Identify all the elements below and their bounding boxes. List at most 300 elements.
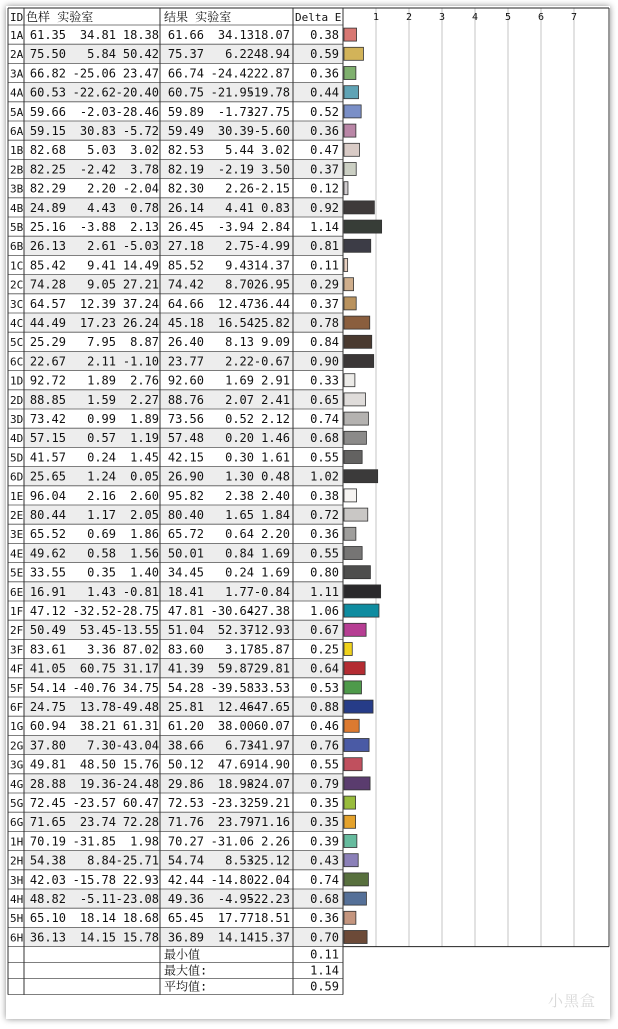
sample-lab-value: 2.76: [130, 373, 159, 388]
sample-lab-value: -23.08: [115, 892, 159, 906]
delta-e-bar: [344, 815, 356, 828]
row-id: 4H: [10, 893, 24, 906]
sample-lab-value: 8.84: [87, 853, 116, 868]
sample-lab-value: 1.43: [87, 584, 116, 599]
result-lab-value: 22.04: [253, 872, 290, 887]
result-lab-value: 26.40: [167, 335, 204, 350]
result-lab-value: 49.36: [167, 892, 204, 906]
sample-lab-value: -31.85: [72, 834, 116, 849]
result-lab-value: -24.07: [246, 776, 290, 791]
delta-e-bar: [344, 931, 367, 944]
result-lab-value: 51.04: [167, 623, 204, 638]
result-lab-value: 48.94: [253, 47, 290, 62]
row-id: 1A: [10, 29, 24, 42]
result-lab-value: 36.44: [253, 296, 290, 311]
result-lab-value: 61.66: [167, 28, 204, 42]
sample-lab-value: 25.65: [29, 469, 66, 484]
result-lab-value: 1.77: [225, 584, 254, 599]
result-lab-value: 34.45: [167, 565, 204, 580]
sample-lab-value: 18.68: [122, 911, 159, 926]
result-lab-value: 85.52: [167, 258, 204, 273]
result-lab-value: -27.38: [246, 604, 290, 618]
result-lab-value: 0.20: [225, 431, 254, 446]
sample-lab-value: -3.88: [79, 220, 116, 234]
delta-e-bar: [344, 527, 356, 540]
result-lab-value: 85.87: [253, 642, 290, 657]
delta-e-bar: [344, 86, 359, 99]
row-id: 4F: [10, 662, 24, 676]
sample-lab-value: 87.02: [122, 642, 159, 657]
result-lab-value: 0.83: [261, 200, 290, 215]
row-id: 5F: [10, 681, 24, 695]
result-lab-value: -30.64: [210, 604, 254, 618]
row-id: 4D: [10, 432, 24, 446]
result-lab-value: 3.50: [261, 162, 290, 177]
result-lab-value: 42.44: [167, 872, 204, 887]
summary-label: 最大值:: [164, 963, 208, 978]
result-lab-value: -27.75: [246, 104, 290, 119]
sample-lab-value: 3.02: [130, 143, 159, 158]
sample-lab-value: -28.46: [115, 104, 159, 119]
sample-lab-value: 1.19: [130, 431, 159, 446]
result-lab-value: 0.84: [225, 546, 254, 561]
sample-lab-value: 42.03: [29, 872, 66, 887]
result-lab-value: 59.87: [217, 661, 254, 676]
sample-lab-value: -25.06: [72, 66, 116, 81]
sample-lab-value: -40.76: [72, 680, 116, 695]
delta-e-bar: [344, 278, 354, 291]
result-lab-value: 66.74: [167, 66, 204, 81]
result-lab-value: 3.17: [225, 642, 254, 657]
result-lab-value: 22.87: [253, 66, 290, 81]
delta-e-bar: [344, 182, 348, 195]
result-lab-value: 1.46: [261, 431, 290, 446]
result-lab-value: 12.46: [217, 700, 254, 714]
row-id: 6F: [10, 701, 24, 714]
result-lab-value: -41.97: [246, 738, 290, 753]
result-lab-value: -47.65: [246, 700, 290, 714]
result-lab-value: -2.15: [253, 181, 290, 196]
sample-lab-value: 61.31: [122, 719, 159, 734]
result-lab-value: 72.53: [167, 796, 204, 810]
delta-e-value: 0.70: [310, 930, 339, 945]
delta-e-value: 1.11: [310, 584, 339, 599]
delta-e-bar: [344, 28, 357, 41]
row-id: 6E: [10, 585, 24, 599]
delta-e-value: 0.64: [310, 661, 339, 676]
delta-e-value: 0.88: [310, 700, 339, 714]
sample-lab-value: 34.75: [122, 680, 159, 695]
result-lab-value: 29.81: [253, 661, 290, 676]
result-lab-value: 92.60: [167, 373, 204, 388]
delta-e-value: 0.43: [310, 853, 339, 868]
sample-lab-value: 26.24: [122, 316, 159, 330]
row-id: 3B: [10, 182, 24, 196]
sample-lab-value: -25.71: [115, 853, 159, 868]
sample-lab-value: -13.55: [115, 623, 159, 638]
sample-lab-value: 5.03: [87, 143, 116, 158]
sample-lab-value: 4.43: [87, 200, 116, 215]
sample-lab-value: 54.14: [29, 680, 66, 695]
delta-e-bar: [344, 623, 366, 636]
delta-e-bar: [344, 105, 361, 118]
result-lab-value: 2.07: [225, 392, 254, 407]
result-lab-value: 82.30: [167, 181, 204, 196]
sample-lab-value: 15.76: [122, 757, 159, 772]
sample-lab-value: 22.93: [122, 872, 159, 887]
result-lab-value: -19.78: [246, 85, 290, 100]
axis-tick-label: 7: [570, 12, 578, 23]
sample-lab-value: 71.65: [29, 815, 66, 830]
sample-lab-value: 38.21: [79, 719, 116, 734]
result-lab-value: 15.37: [253, 930, 290, 945]
sample-lab-value: 72.28: [122, 815, 159, 830]
sample-lab-value: 54.38: [29, 853, 66, 868]
row-id: 4C: [10, 317, 24, 330]
sample-lab-value: 1.17: [87, 508, 116, 522]
delta-e-bar: [344, 374, 355, 387]
result-lab-value: 8.13: [225, 335, 254, 350]
result-lab-value: 65.45: [167, 911, 204, 926]
delta-e-value: 0.47: [310, 143, 339, 158]
sample-lab-value: -22.62: [72, 85, 116, 100]
result-lab-value: 1.69: [225, 373, 254, 388]
delta-e-value: 1.02: [310, 469, 339, 484]
row-id: 3H: [10, 873, 24, 887]
delta-e-bar: [344, 643, 352, 656]
delta-e-value: 0.36: [310, 66, 339, 81]
delta-e-bar: [344, 700, 373, 713]
delta-e-bar: [344, 739, 369, 752]
row-id: 1D: [10, 374, 24, 388]
sample-lab-value: 73.42: [29, 412, 66, 426]
axis-tick-label: 5: [504, 12, 512, 23]
result-lab-value: 41.39: [167, 661, 204, 676]
result-lab-value: 12.47: [217, 296, 254, 311]
header-id: ID: [10, 11, 24, 24]
row-id: 6B: [10, 240, 24, 254]
delta-e-value: 0.44: [310, 85, 339, 100]
delta-e-bar: [344, 431, 366, 444]
result-lab-value: 0.24: [225, 565, 254, 580]
result-lab-value: -4.95: [217, 892, 254, 906]
sample-lab-value: -5.03: [122, 239, 159, 254]
sample-lab-value: 48.50: [79, 757, 116, 772]
result-lab-value: 8.70: [225, 277, 254, 292]
result-lab-value: -21.95: [210, 85, 254, 100]
sample-lab-value: 24.89: [29, 200, 66, 215]
result-lab-value: 3.02: [261, 143, 290, 158]
delta-e-bar: [344, 758, 362, 771]
row-id: 6H: [10, 931, 24, 945]
result-lab-value: 42.15: [167, 450, 204, 465]
result-lab-value: 88.76: [167, 392, 204, 407]
delta-e-value: 0.36: [310, 124, 339, 138]
sample-lab-value: 1.98: [130, 834, 159, 849]
result-lab-value: 30.39: [217, 124, 254, 138]
delta-e-bar: [344, 508, 368, 521]
sample-lab-value: 2.61: [87, 239, 116, 254]
sample-lab-value: 65.10: [29, 911, 66, 926]
sample-lab-value: 2.20: [87, 181, 116, 196]
delta-e-bar: [344, 777, 370, 790]
sample-lab-value: 26.13: [29, 239, 66, 254]
sample-lab-value: -0.81: [122, 584, 159, 599]
row-id: 1G: [10, 720, 24, 734]
row-id: 4B: [10, 201, 24, 215]
delta-e-value: 1.14: [310, 220, 339, 234]
sample-lab-value: 15.78: [122, 930, 159, 945]
sample-lab-value: 48.82: [29, 892, 66, 906]
result-lab-value: 71.16: [253, 815, 290, 830]
delta-e-bar: [344, 873, 368, 886]
sample-lab-value: 0.35: [87, 565, 116, 580]
sample-lab-value: 49.81: [29, 757, 66, 772]
result-lab-value: 59.89: [167, 104, 204, 119]
sample-lab-value: -24.48: [115, 776, 159, 791]
sample-lab-value: 23.74: [79, 815, 116, 830]
delta-e-bar: [344, 67, 356, 80]
sample-lab-value: 30.83: [79, 124, 116, 138]
result-lab-value: 65.72: [167, 527, 204, 542]
delta-e-value: 1.06: [310, 604, 339, 618]
sample-lab-value: 23.47: [122, 66, 159, 81]
delta-e-value: 0.12: [310, 181, 339, 196]
summary-value: 0.59: [310, 979, 339, 994]
sample-lab-value: 0.58: [87, 546, 116, 561]
result-lab-value: 9.43: [225, 258, 254, 273]
delta-e-bar: [344, 143, 360, 156]
sample-lab-value: 2.05: [130, 508, 159, 522]
result-lab-value: 2.22: [225, 354, 254, 369]
sample-lab-value: -5.11: [79, 892, 116, 906]
result-lab-value: 0.48: [261, 469, 290, 484]
sample-lab-value: 5.84: [87, 47, 116, 62]
result-lab-value: 38.00: [217, 719, 254, 734]
delta-e-value: 0.39: [310, 834, 339, 849]
sample-lab-value: 9.05: [87, 277, 116, 292]
result-lab-value: 29.86: [167, 776, 204, 791]
result-lab-value: 59.21: [253, 796, 290, 810]
sample-lab-value: 65.52: [29, 527, 66, 542]
sample-lab-value: -2.03: [79, 104, 116, 119]
sample-lab-value: 12.39: [79, 296, 116, 311]
result-lab-value: 14.14: [217, 930, 254, 945]
delta-e-value: 0.92: [310, 200, 339, 215]
row-id: 5G: [10, 797, 24, 810]
delta-e-bar: [344, 835, 357, 848]
result-lab-value: 64.66: [167, 296, 204, 311]
result-lab-value: 9.09: [261, 335, 290, 350]
sample-lab-value: -2.42: [79, 162, 116, 177]
result-lab-value: 54.28: [167, 680, 204, 695]
row-id: 5B: [10, 221, 24, 234]
sample-lab-value: -2.04: [122, 181, 159, 196]
delta-e-value: 0.68: [310, 892, 339, 906]
delta-e-value: 0.11: [310, 258, 339, 273]
delta-e-bar: [344, 470, 378, 483]
row-id: 1E: [10, 489, 24, 503]
summary-value: 0.11: [310, 947, 339, 962]
delta-e-value: 0.29: [310, 277, 339, 292]
result-lab-value: 26.14: [167, 200, 204, 215]
delta-e-value: 0.65: [310, 392, 339, 407]
result-lab-value: 75.37: [167, 47, 204, 62]
delta-e-bar: [344, 566, 370, 579]
sample-lab-value: 41.05: [29, 661, 66, 676]
sample-lab-value: 64.57: [29, 296, 66, 311]
sample-lab-value: 0.57: [87, 431, 116, 446]
result-lab-value: -14.80: [210, 872, 254, 887]
result-lab-value: 60.07: [253, 719, 290, 734]
sample-lab-value: 2.60: [130, 488, 159, 503]
sample-lab-value: 83.61: [29, 642, 66, 657]
result-lab-value: 1.69: [261, 546, 290, 561]
result-lab-value: 0.52: [225, 412, 254, 426]
result-lab-value: 18.51: [253, 911, 290, 926]
result-lab-value: 1.65: [225, 508, 254, 522]
result-lab-value: 34.13: [217, 28, 254, 42]
result-lab-value: 59.49: [167, 124, 204, 138]
sample-lab-value: 17.23: [79, 316, 116, 330]
sample-lab-value: 37.24: [122, 296, 159, 311]
delta-e-bar: [344, 220, 382, 233]
sample-lab-value: 72.45: [29, 796, 66, 810]
sample-lab-value: 3.78: [130, 162, 159, 177]
delta-e-bar: [344, 335, 372, 348]
delta-e-bar: [344, 47, 363, 60]
result-lab-value: 23.77: [167, 354, 204, 369]
delta-e-bar: [344, 547, 362, 560]
row-id: 2B: [10, 163, 24, 177]
delta-e-bar: [344, 585, 381, 598]
result-lab-value: 14.37: [253, 258, 290, 273]
sample-lab-value: 47.12: [29, 604, 66, 618]
result-lab-value: 17.77: [217, 911, 254, 926]
row-id: 5A: [10, 105, 24, 119]
sample-lab-value: 37.80: [29, 738, 66, 753]
sample-lab-value: 0.69: [87, 527, 116, 542]
axis-tick-label: 4: [471, 12, 479, 23]
summary-label: 最小值: [164, 947, 201, 962]
row-id: 3F: [10, 643, 24, 657]
delta-e-bar: [344, 796, 356, 809]
result-lab-value: -25.12: [246, 853, 290, 868]
sample-lab-value: 1.45: [130, 450, 159, 465]
sample-lab-value: 82.29: [29, 181, 66, 196]
axis-tick-label: 6: [537, 12, 545, 23]
row-id: 6D: [10, 470, 24, 484]
sample-lab-value: -49.48: [115, 700, 159, 714]
result-lab-value: 1.84: [261, 508, 290, 522]
result-lab-value: 73.56: [167, 412, 204, 426]
sample-lab-value: 66.82: [29, 66, 66, 81]
delta-e-value: 0.52: [310, 104, 339, 119]
sample-lab-value: -1.10: [122, 354, 159, 369]
row-id: 4G: [10, 777, 24, 791]
sample-lab-value: 60.94: [29, 719, 66, 734]
axis-tick-label: 3: [438, 12, 446, 23]
sample-lab-value: 74.28: [29, 277, 66, 292]
delta-e-bar: [344, 854, 358, 867]
result-lab-value: 71.76: [167, 815, 204, 830]
row-id: 2C: [10, 278, 24, 292]
delta-e-bar: [344, 239, 371, 252]
sample-lab-value: 0.78: [130, 200, 159, 215]
result-lab-value: -5.60: [253, 124, 290, 138]
result-lab-value: 1.61: [261, 450, 290, 465]
delta-e-value: 0.84: [310, 335, 339, 350]
result-lab-value: -39.58: [210, 680, 254, 695]
row-id: 6G: [10, 816, 24, 830]
delta-e-value: 0.74: [310, 412, 339, 426]
sample-lab-value: 80.44: [29, 508, 66, 522]
sample-lab-value: 1.24: [87, 469, 116, 484]
row-id: 5E: [10, 566, 24, 580]
result-lab-value: 18.98: [217, 776, 254, 791]
row-id: 5C: [10, 336, 24, 350]
result-lab-value: 18.41: [167, 584, 204, 599]
result-lab-value: -4.99: [253, 239, 290, 254]
sample-lab-value: 14.15: [79, 930, 116, 945]
result-lab-value: 2.20: [261, 527, 290, 542]
result-lab-value: 5.44: [225, 143, 254, 158]
sample-lab-value: 3.36: [87, 642, 116, 657]
summary-value: 1.14: [310, 963, 339, 978]
sample-lab-value: 1.59: [87, 392, 116, 407]
sample-lab-value: 36.13: [29, 930, 66, 945]
row-id: 2H: [10, 854, 24, 868]
delta-e-value: 0.55: [310, 450, 339, 465]
result-lab-value: -2.19: [217, 162, 254, 177]
result-lab-value: 1.69: [261, 565, 290, 580]
result-lab-value: 95.82: [167, 488, 204, 503]
sample-lab-value: 14.49: [122, 258, 159, 273]
sample-lab-value: -32.52: [72, 604, 116, 618]
result-lab-value: 26.95: [253, 277, 290, 292]
axis-tick-label: 1: [372, 12, 380, 23]
summary-label: 平均值:: [164, 979, 208, 994]
sample-lab-value: 88.85: [29, 392, 66, 407]
row-id: 3E: [10, 528, 24, 542]
sample-lab-value: 8.87: [130, 335, 159, 350]
delta-e-bar: [344, 489, 357, 502]
sample-lab-value: 53.45: [79, 623, 116, 638]
result-lab-value: 6.22: [225, 47, 254, 62]
row-id: 6A: [10, 125, 24, 138]
sample-lab-value: -23.57: [72, 796, 116, 810]
delta-e-bar: [344, 662, 365, 675]
result-lab-value: 2.40: [261, 488, 290, 503]
delta-e-value: 0.36: [310, 527, 339, 542]
result-lab-value: -22.23: [246, 892, 290, 906]
delta-e-value: 0.37: [310, 296, 339, 311]
result-lab-value: 8.53: [225, 853, 254, 868]
delta-e-value: 0.74: [310, 872, 339, 887]
row-id: 1F: [10, 605, 24, 618]
sample-lab-value: 13.78: [79, 700, 116, 714]
result-lab-value: 50.01: [167, 546, 204, 561]
result-lab-value: 45.18: [167, 316, 204, 330]
delta-e-bar: [344, 911, 356, 924]
delta-e-value: 0.67: [310, 623, 339, 638]
sample-lab-value: 82.25: [29, 162, 66, 177]
sample-lab-value: -15.78: [72, 872, 116, 887]
result-lab-value: 26.90: [167, 469, 204, 484]
sample-lab-value: 18.38: [122, 28, 159, 42]
result-lab-value: 38.66: [167, 738, 204, 753]
row-id: 3G: [10, 758, 24, 772]
